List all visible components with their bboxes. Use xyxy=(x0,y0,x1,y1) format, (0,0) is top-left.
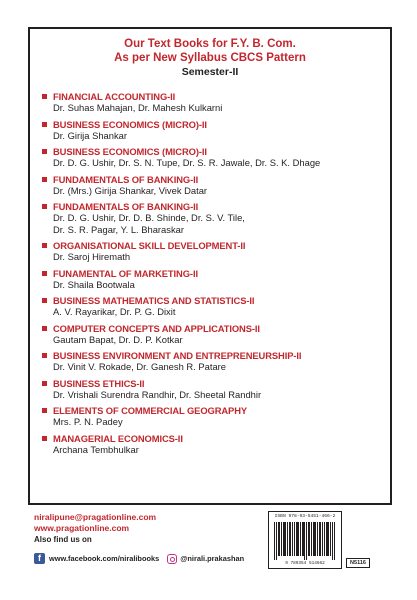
bullet-square-icon xyxy=(42,204,47,209)
book-authors: Dr. D. G. Ushir, Dr. D. B. Shinde, Dr. S. V. Tile, xyxy=(53,212,245,223)
book-item xyxy=(42,240,387,263)
product-code: N5116 xyxy=(346,558,370,568)
book-item xyxy=(42,174,387,197)
book-authors: Dr. Vinit V. Rokade, Dr. Ganesh R. Patare xyxy=(53,361,227,372)
book-item xyxy=(42,378,387,401)
bullet-square-icon xyxy=(42,94,47,99)
book-authors: Mrs. P. N. Padey xyxy=(53,416,123,427)
facebook-icon[interactable]: f xyxy=(34,553,45,564)
find-us-label: Also find us on xyxy=(34,535,92,544)
isbn-text: ISBN 978-93-5451-466-2 xyxy=(274,514,336,519)
book-title: BUSINESS ECONOMICS (MICRO)-II xyxy=(53,146,207,157)
book-item xyxy=(42,405,387,428)
header-line-2: As per New Syllabus CBCS Pattern xyxy=(114,52,306,64)
bullet-square-icon xyxy=(42,298,47,303)
book-authors: Dr. Girija Shankar xyxy=(53,129,127,141)
semester-label: Semester-II xyxy=(181,66,239,78)
email-link[interactable]: niralipune@pragationline.com xyxy=(34,512,157,522)
header-line-1: Our Text Books for F.Y. B. Com. xyxy=(124,38,296,50)
website-link[interactable]: www.pragationline.com xyxy=(34,523,130,533)
book-authors: Archana Tembhulkar xyxy=(53,443,139,455)
barcode-icon xyxy=(274,522,336,560)
bullet-square-icon xyxy=(42,271,47,276)
bullet-square-icon xyxy=(42,353,47,358)
facebook-link[interactable]: www.facebook.com/niralibooks xyxy=(49,554,160,563)
bullet-square-icon xyxy=(42,149,47,154)
instagram-icon[interactable] xyxy=(167,554,177,564)
barcode-number: 9 789354 514662 xyxy=(285,561,325,566)
bullet-square-icon xyxy=(42,436,47,441)
book-item xyxy=(42,433,387,456)
bullet-square-icon xyxy=(42,177,47,182)
bullet-square-icon xyxy=(42,408,47,413)
book-item xyxy=(42,350,387,373)
book-title: ORGANISATIONAL SKILL DEVELOPMENT-II xyxy=(53,240,246,251)
book-authors: A. V. Rayarikar, Dr. P. G. Dixit xyxy=(53,306,176,317)
book-authors: Dr. (Mrs.) Girija Shankar, Vivek Datar xyxy=(53,184,208,196)
book-item xyxy=(42,201,387,235)
book-title: ELEMENTS OF COMMERCIAL GEOGRAPHY xyxy=(53,405,248,416)
bullet-square-icon xyxy=(42,243,47,248)
book-title: BUSINESS MATHEMATICS AND STATISTICS-II xyxy=(53,295,255,306)
book-title: MANAGERIAL ECONOMICS-II xyxy=(53,432,183,444)
isbn-barcode xyxy=(268,511,342,569)
book-authors: Dr. Shaila Bootwala xyxy=(53,278,135,290)
header xyxy=(30,29,390,87)
book-item xyxy=(42,323,387,346)
book-authors: Dr. Suhas Mahajan, Dr. Mahesh Kulkarni xyxy=(53,102,223,113)
book-list xyxy=(42,91,387,460)
bullet-square-icon xyxy=(42,122,47,127)
book-title: BUSINESS ENVIRONMENT AND ENTREPRENEURSHIP-II xyxy=(53,350,302,361)
book-list-frame xyxy=(28,27,392,505)
contact-info xyxy=(34,512,156,545)
book-title: FINANCIAL ACCOUNTING-II xyxy=(53,91,176,102)
book-authors: Dr. Vrishali Surendra Randhir, Dr. Sheetal Randhir xyxy=(53,388,262,400)
book-title: FUNDAMENTALS OF BANKING-II xyxy=(53,173,199,185)
book-title: BUSINESS ECONOMICS (MICRO)-II xyxy=(53,118,207,130)
book-item xyxy=(42,146,387,169)
book-item xyxy=(42,295,387,318)
book-item xyxy=(42,91,387,114)
book-title: COMPUTER CONCEPTS AND APPLICATIONS-II xyxy=(53,322,260,334)
bullet-square-icon xyxy=(42,381,47,386)
book-authors: Dr. D. G. Ushir, Dr. S. N. Tupe, Dr. S. R. Jawale, Dr. S. K. Dhage xyxy=(53,157,321,168)
bullet-square-icon xyxy=(42,326,47,331)
footer xyxy=(28,508,392,578)
book-title: FUNDAMENTALS OF BANKING-II xyxy=(53,201,199,212)
book-authors: Gautam Bapat, Dr. D. P. Kotkar xyxy=(53,333,183,345)
book-item xyxy=(42,268,387,291)
book-title: BUSINESS ETHICS-II xyxy=(53,377,145,389)
book-authors: Dr. Saroj Hiremath xyxy=(53,251,131,262)
book-authors: Dr. S. R. Pagar, Y. L. Bharaskar xyxy=(53,223,184,235)
instagram-handle[interactable]: @nirali.prakashan xyxy=(180,554,245,563)
social-links xyxy=(34,553,244,564)
book-title: FUNAMENTAL OF MARKETING-II xyxy=(53,267,198,279)
book-item xyxy=(42,119,387,142)
